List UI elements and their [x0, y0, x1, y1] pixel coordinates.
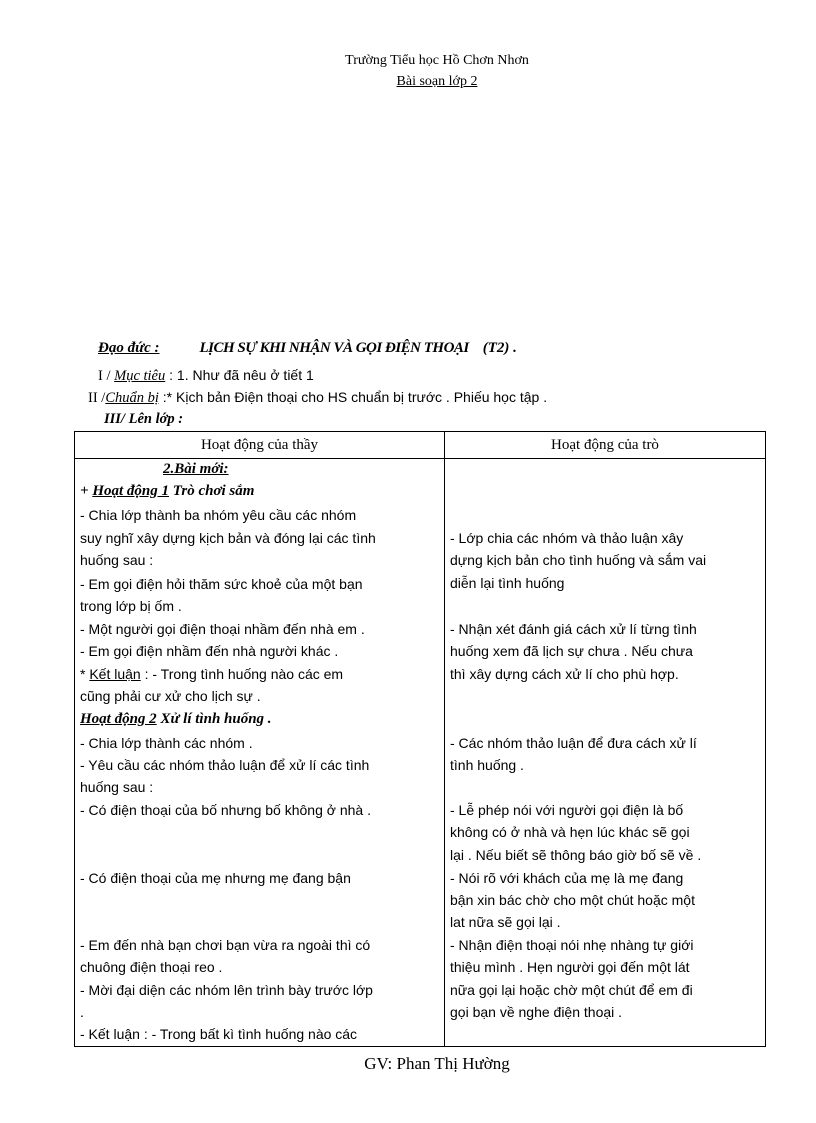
activities-table — [74, 431, 766, 1047]
teacher-line: - Một người gọi điện thoại nhầm đến nhà em . — [80, 621, 365, 637]
student-line: thiệu mình . Hẹn người gọi đến một lát — [450, 959, 690, 975]
teacher-line: . — [80, 1004, 84, 1020]
student-line: - Nhận xét đánh giá cách xử lí từng tình — [450, 621, 697, 637]
teacher-signature: GV: Phan Thị Hường — [364, 1054, 510, 1073]
student-line: huống xem đã lịch sự chưa . Nếu chưa — [450, 643, 693, 659]
activity-2-heading: Hoạt động 2 Xử lí tình huống . — [80, 711, 272, 727]
teacher-line: huống sau : — [80, 552, 154, 568]
teacher-line: - Mời đại diện các nhóm lên trình bày trước lớp — [80, 982, 373, 998]
student-line: - Nhận điện thoại nói nhẹ nhàng tự giới — [450, 937, 694, 953]
student-line: nữa gọi lại hoặc chờ một chút để em đi — [450, 982, 693, 998]
teacher-line: - Có điện thoại của bố nhưng bố không ở nhà . — [80, 802, 371, 818]
teacher-line: - Có điện thoại của mẹ nhưng mẹ đang bận — [80, 870, 351, 886]
student-line: lat nữa sẽ gọi lại . — [450, 914, 561, 930]
student-column-header: Hoạt động của trò — [445, 432, 766, 459]
objectives-text: : 1. Như đã nêu ở tiết 1 — [165, 367, 314, 383]
student-line: thì xây dựng cách xử lí cho phù hợp. — [450, 666, 679, 682]
lesson-steps-heading: III/ Lên lớp : — [104, 411, 184, 427]
teacher-line: - Em đến nhà bạn chơi bạn vừa ra ngoài thì có — [80, 937, 371, 953]
objectives-label: Mục tiêu — [114, 368, 166, 384]
preparation-line: II /Chuẩn bị :* Kịch bản Điện thoại cho HS chuẩn bị trước . Phiếu học tập . — [88, 389, 548, 406]
activity-1-heading: + Hoạt động 1 Trò chơi sắm — [80, 483, 255, 499]
teacher-line: - Em gọi điện nhầm đến nhà người khác . — [80, 643, 339, 659]
student-activities-cell — [445, 459, 766, 1047]
student-line: gọi bạn về nghe điện thoại . — [450, 1004, 623, 1020]
teacher-line: suy nghĩ xây dựng kịch bản và đóng lại các tình — [80, 530, 376, 546]
student-line: - Các nhóm thảo luận để đưa cách xử lí — [450, 735, 697, 751]
teacher-line: trong lớp bị ốm . — [80, 598, 182, 614]
new-lesson-heading: 2.Bài mới: — [163, 461, 229, 477]
teacher-line: cũng phải cư xử cho lịch sự . — [80, 688, 261, 704]
teacher-line: huống sau : — [80, 779, 154, 795]
lesson-heading — [98, 340, 517, 357]
teacher-line: - Chia lớp thành ba nhóm yêu cầu các nhóm — [80, 507, 357, 523]
student-line: diễn lại tình huống — [450, 575, 565, 591]
student-line: - Nói rõ với khách của mẹ là mẹ đang — [450, 870, 684, 886]
teacher-column-header: Hoạt động của thầy — [75, 432, 445, 459]
lesson-period: (T2) . — [482, 340, 517, 356]
student-line: - Lớp chia các nhóm và thảo luận xây — [450, 530, 684, 546]
table-row — [75, 459, 766, 1047]
student-line: không có ở nhà và hẹn lúc khác sẽ gọi — [450, 824, 690, 840]
school-name: Trường Tiểu học Hồ Chơn Nhơn — [345, 53, 529, 68]
grade-plan-title: Bài soạn lớp 2 — [396, 74, 478, 89]
lesson-title: LỊCH SỰ KHI NHẬN VÀ GỌI ĐIỆN THOẠI — [199, 340, 469, 356]
teacher-line: - Em gọi điện hỏi thăm sức khoẻ của một bạn — [80, 576, 363, 592]
table-header-row — [75, 432, 766, 459]
student-line: lại . Nếu biết sẽ thông báo giờ bố sẽ về . — [450, 847, 702, 863]
conclusion-1: * Kết luận : - Trong tình huống nào các em — [80, 666, 344, 682]
teacher-line: - Chia lớp thành các nhóm . — [80, 735, 253, 751]
preparation-label: Chuẩn bị — [105, 390, 159, 406]
teacher-line: chuông điện thoại reo . — [80, 959, 223, 975]
objectives-line: I / Mục tiêu : 1. Như đã nêu ở tiết 1 — [98, 367, 314, 384]
student-line: dựng kịch bản cho tình huống và sắm vai — [450, 552, 707, 568]
student-line: - Lễ phép nói với người gọi điện là bố — [450, 802, 684, 818]
teacher-line: - Yêu cầu các nhóm thảo luận để xử lí các tình — [80, 757, 370, 773]
student-line: bận xin bác chờ cho một chút hoặc một — [450, 892, 695, 908]
subject-label: Đạo đức : — [98, 340, 160, 356]
student-line: tình huống . — [450, 757, 524, 773]
teacher-line: - Kết luận : - Trong bất kì tình huống nào các — [80, 1026, 358, 1042]
teacher-activities-cell — [75, 459, 445, 1047]
preparation-text: :* Kịch bản Điện thoại cho HS chuẩn bị trước . Phiếu học tập . — [158, 389, 548, 405]
